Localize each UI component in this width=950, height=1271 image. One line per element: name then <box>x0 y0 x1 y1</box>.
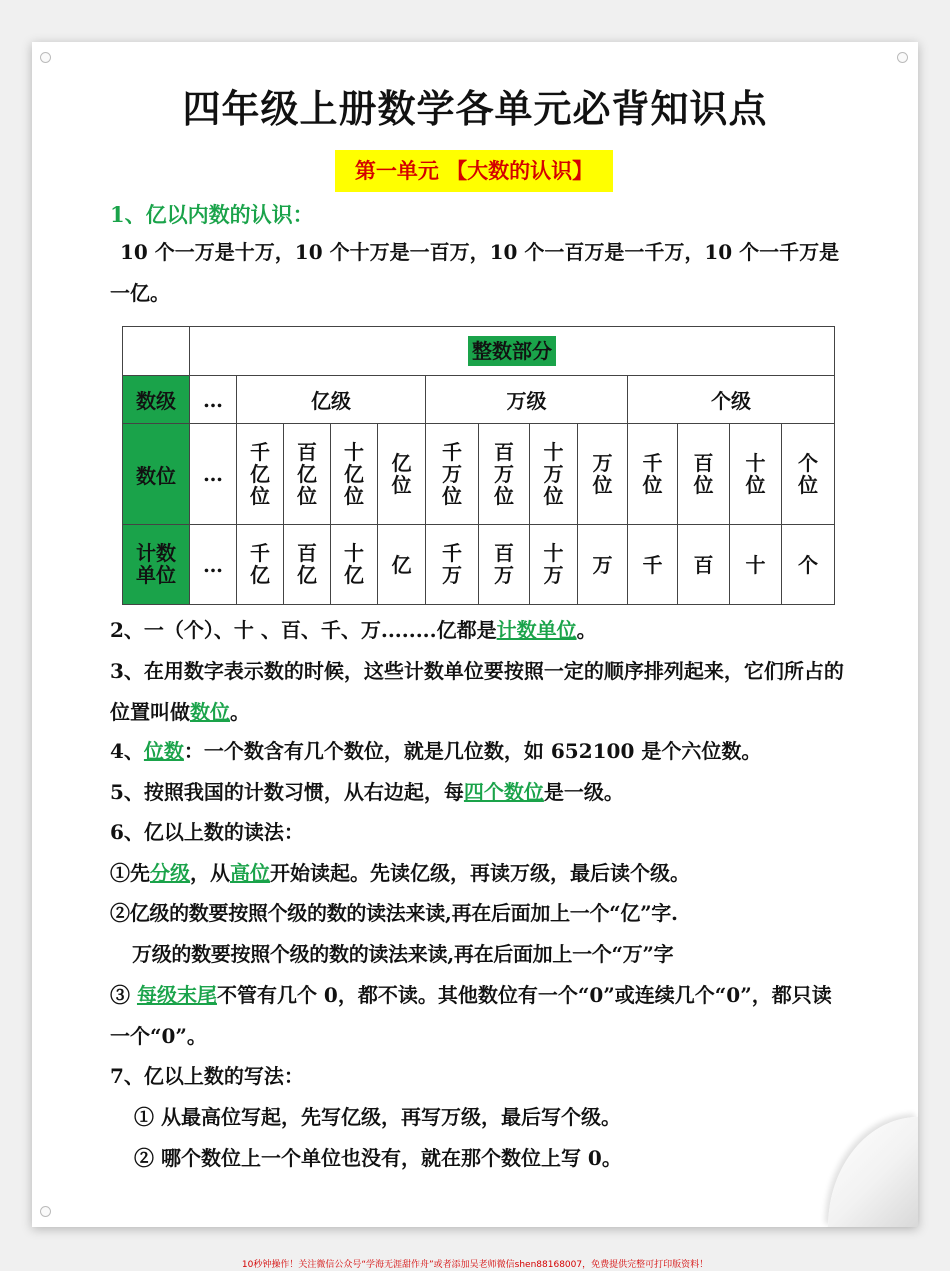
place-cell <box>530 424 578 525</box>
place-cell-text: 百万位 <box>494 439 514 508</box>
place-cell <box>628 424 678 525</box>
section-1-heading: 1、亿以内数的认识： <box>110 202 314 227</box>
item-3-text: 3、在用数字表示数的时候，这些计数单位要按照一定的顺序排列起来，它们所占的位置叫做 <box>110 659 844 724</box>
place-cell-text: 千万位 <box>442 439 462 508</box>
unit-cell <box>378 525 426 605</box>
rule-1-highlight-gaowei: 高位 <box>230 861 270 885</box>
item-3-end: 。 <box>230 700 250 724</box>
row-label-unit <box>123 525 190 605</box>
item-3 <box>110 651 845 733</box>
item-6-rule-2a: ②亿级的数要按照个级的数的读法来读,再在后面加上一个“亿”字. <box>110 901 678 925</box>
item-2 <box>110 610 597 651</box>
unit-cell-text: 百万 <box>494 541 514 587</box>
place-cell <box>331 424 378 525</box>
place-cell-text: 个位 <box>798 450 819 497</box>
unit-cell <box>730 525 782 605</box>
item-6-rule-3 <box>110 975 845 1057</box>
place-cell-text: 亿位 <box>391 450 412 497</box>
unit-cell-text: 千 <box>642 552 663 577</box>
item-2-highlight: 计数单位 <box>496 618 577 642</box>
unit-cell-text: 百亿 <box>297 541 317 587</box>
unit-cell <box>237 525 284 605</box>
rule-3-prefix: ③ <box>110 983 137 1007</box>
rule-1-part: 开始读起。先读亿级，再读万级，最后读个级。 <box>270 861 690 885</box>
section-1-text: 10 个一万是十万，10 个十万是一百万，10 个一百万是一千万，10 个一千万是一亿。 <box>110 240 840 305</box>
place-value-table <box>122 326 835 605</box>
place-cell-text: 十亿位 <box>344 439 364 508</box>
item-4-text: ：一个数含有几个数位，就是几位数，如 652100 是个六位数。 <box>183 739 762 763</box>
footer-notice: 10秒钟操作！关注微信公众号“学海无涯甜作舟”或者添加吴老师微信shen88168007，免费提供完整可打印版资料！ <box>241 1260 709 1270</box>
place-cell-text: 百亿位 <box>297 439 317 508</box>
unit-cell <box>479 525 530 605</box>
place-cell <box>782 424 835 525</box>
rule-1-part: ①先 <box>110 861 150 885</box>
unit-cell <box>331 525 378 605</box>
rule-3-text: 不管有几个 0，都不读。其他数位有一个“0”或连续几个“0”，都只读一个“0”。 <box>110 983 832 1048</box>
unit-cell-text: 十亿 <box>344 541 364 587</box>
item-5 <box>110 772 624 813</box>
unit-cell-text: 千万 <box>442 541 462 587</box>
ellipsis-cell: … <box>190 376 237 424</box>
place-cell-text: 万位 <box>592 450 613 497</box>
place-cell-text: 千位 <box>642 450 663 497</box>
item-3-highlight: 数位 <box>190 700 230 724</box>
place-cell <box>426 424 479 525</box>
unit-heading: 第一单元 【大数的认识】 <box>335 150 613 192</box>
ellipsis-cell: … <box>190 525 237 605</box>
place-cell <box>284 424 331 525</box>
integer-part-cell <box>190 327 835 376</box>
place-cell-text: 十位 <box>745 450 766 497</box>
page-curl <box>828 1117 918 1227</box>
item-6-rule-2b: 万级的数要按照个级的数的读法来读,再在后面加上一个“万”字 <box>132 942 674 966</box>
corner-pin-icon <box>40 1206 51 1217</box>
level-yi: 亿级 <box>237 376 426 424</box>
place-cell-text: 十万位 <box>543 439 564 508</box>
item-5-highlight: 四个数位 <box>463 780 544 804</box>
unit-cell <box>284 525 331 605</box>
unit-cell-text: 万 <box>592 552 613 577</box>
row-label-place: 数位 <box>123 424 190 525</box>
item-6-rule-1 <box>110 853 690 894</box>
corner-pin-icon <box>897 52 908 63</box>
corner-pin-icon <box>40 52 51 63</box>
place-cell <box>378 424 426 525</box>
row-label-level: 数级 <box>123 376 190 424</box>
place-cell <box>237 424 284 525</box>
place-cell <box>678 424 730 525</box>
place-cell <box>578 424 628 525</box>
item-5-text: 5、按照我国的计数习惯，从右边起，每 <box>110 780 464 804</box>
unit-cell <box>530 525 578 605</box>
rule-1-part: ，从 <box>190 861 230 885</box>
level-wan: 万级 <box>426 376 628 424</box>
ellipsis-cell: … <box>190 424 237 525</box>
item-4-highlight: 位数 <box>143 739 184 763</box>
rule-1-highlight-fenji: 分级 <box>150 861 190 885</box>
place-cell-text: 百位 <box>693 450 714 497</box>
table-corner-cell <box>123 327 190 376</box>
page-title: 四年级上册数学各单元必背知识点 <box>182 87 768 131</box>
item-4 <box>110 731 761 772</box>
unit-cell-text: 十万 <box>543 541 564 587</box>
unit-cell-text: 百 <box>693 552 714 577</box>
place-cell-text: 千亿位 <box>250 439 270 508</box>
item-2-text: 2、一（个）、十 、百、千、万........亿都是 <box>110 618 497 642</box>
place-cell <box>479 424 530 525</box>
unit-cell <box>578 525 628 605</box>
unit-cell-text: 十 <box>745 552 766 577</box>
unit-cell <box>678 525 730 605</box>
place-cell <box>730 424 782 525</box>
unit-cell-text: 千亿 <box>250 541 270 587</box>
row-label-unit-text: 计数单位 <box>136 541 176 587</box>
unit-cell <box>782 525 835 605</box>
unit-cell <box>628 525 678 605</box>
unit-cell-text: 亿 <box>391 552 412 577</box>
unit-cell-text: 个 <box>798 552 819 577</box>
item-4-prefix: 4、 <box>110 739 144 763</box>
item-5-end: 是一级。 <box>543 780 624 804</box>
item-2-end: 。 <box>576 618 597 642</box>
item-6-heading: 6、亿以上数的读法： <box>110 820 304 844</box>
integer-part-label: 整数部分 <box>468 336 556 366</box>
item-7-rule-2: ② 哪个数位上一个单位也没有，就在那个数位上写 0。 <box>134 1146 622 1170</box>
item-7-heading: 7、亿以上数的写法： <box>110 1064 304 1088</box>
level-ge: 个级 <box>628 376 835 424</box>
unit-cell <box>426 525 479 605</box>
item-7-rule-1: ① 从最高位写起，先写亿级，再写万级，最后写个级。 <box>134 1105 621 1129</box>
rule-3-highlight: 每级末尾 <box>136 983 217 1007</box>
